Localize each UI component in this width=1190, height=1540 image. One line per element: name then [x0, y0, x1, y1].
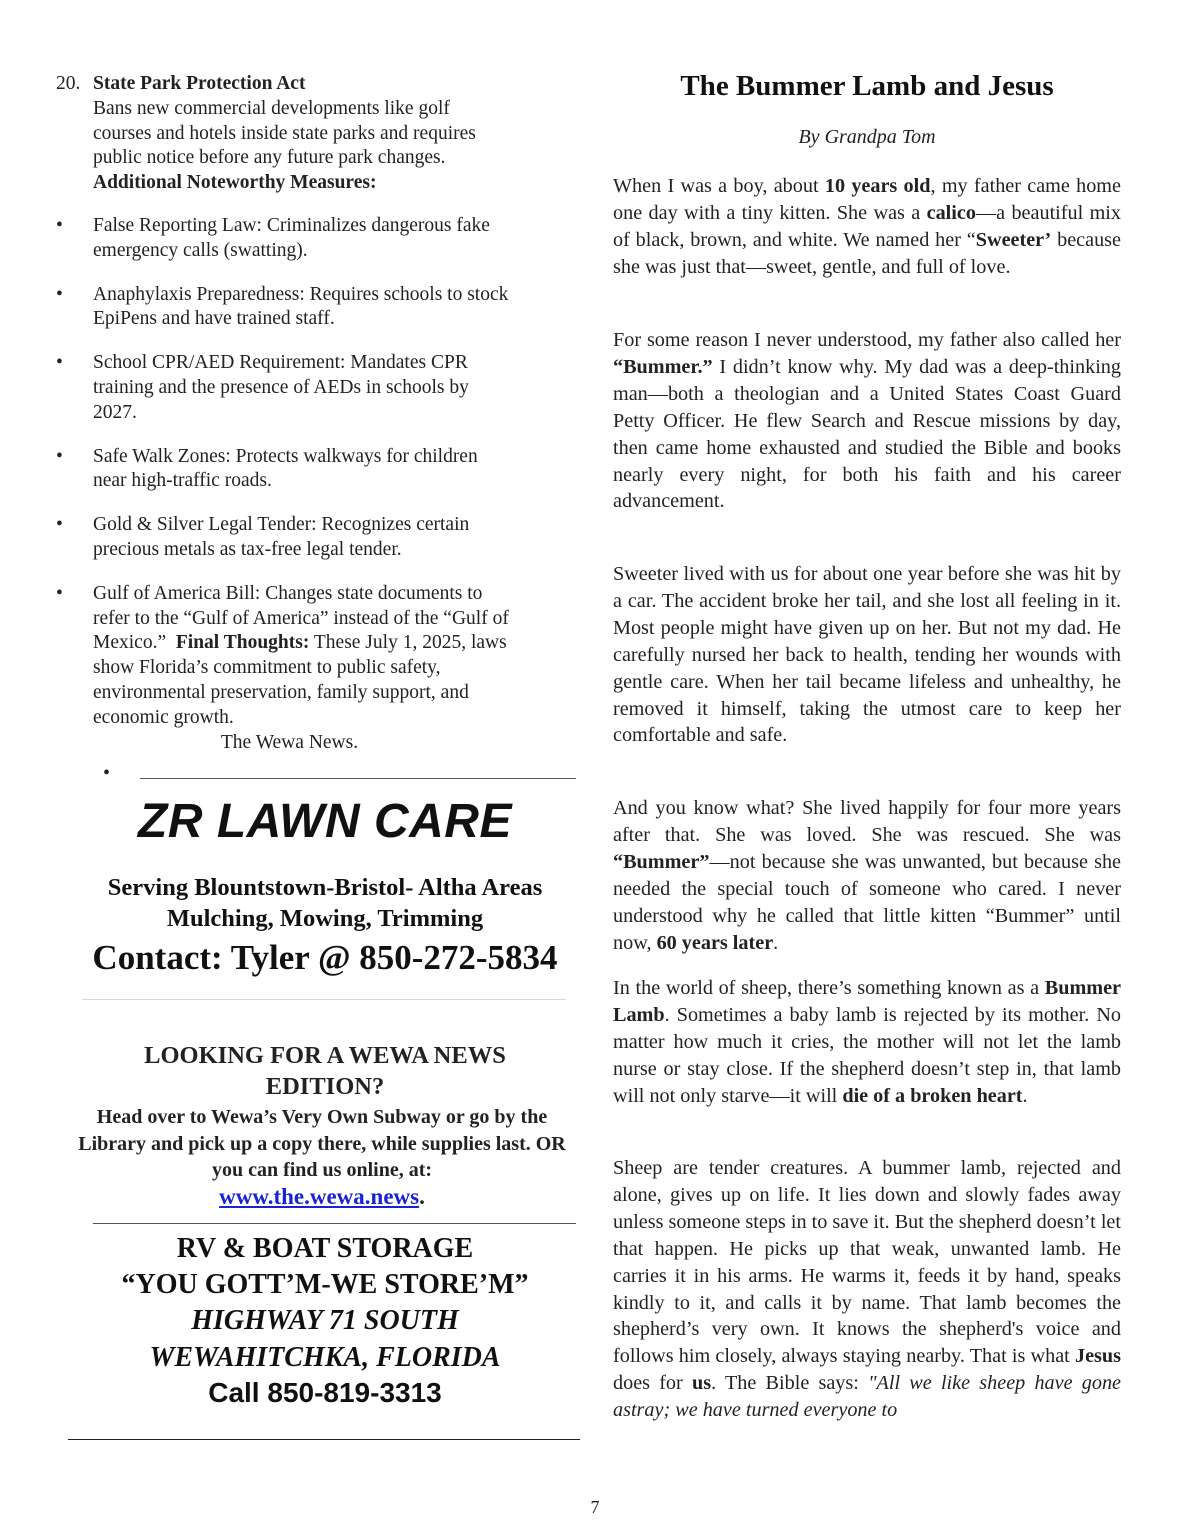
list-item-text: Anaphylaxis Preparedness: Requires schools to stock EpiPens and have trained staff.	[93, 283, 509, 330]
page-number: 7	[590, 1497, 600, 1517]
article-byline: By Grandpa Tom	[798, 126, 936, 148]
period: .	[419, 1183, 425, 1209]
edition-ad-text: Head over to Wewa’s Very Own Subway or go by the Library and pick up a copy there, while supplies last. OR you can find us online, at:	[78, 1106, 566, 1181]
list-item	[56, 351, 516, 425]
storage-ad-title: RV & BOAT STORAGE	[176, 1233, 474, 1264]
list-item-text: Gold & Silver Legal Tender: Recognizes certain precious metals as tax-free legal tender.	[93, 514, 470, 560]
list-item-text: Safe Walk Zones: Protects walkways for children near high-traffic roads.	[93, 445, 478, 492]
lawn-ad-services: Mulching, Mowing, Trimming	[166, 905, 484, 932]
lawn-ad-title: ZR LAWN CARE	[138, 795, 512, 848]
bullet-icon: •	[56, 445, 63, 467]
bullet-icon: •	[56, 215, 63, 236]
item-body: Bans new commercial developments like golf courses and hotels inside state parks and requires public notice before any future park changes.	[93, 97, 476, 169]
article-paragraph: Sheep are tender creatures. A bummer lamb, rejected and alone, gives up on life. It lies down and slowly fades away unless someone steps in to save it. But the shepherd doesn’t let that happen. He picks up that weak, unwanted lamb. He carries it in his arms. He warms it, feeds it by hand, speaks kindly to it, and calls it by name. That lamb becomes the shepherd’s very own. It knows the shepherd's voice and follows him closely, always staying nearby. That is what Jesus does for us. The Bible says: "All we like sheep have gone astray; we have turned everyone to	[613, 1157, 1122, 1422]
article-paragraph: In the world of sheep, there’s something known as a Bummer Lamb. Sometimes a baby lamb is rejected by its mother. No matter how much it cries, the mother will not let the lamb nurse or stay close. If the shepherd doesn’t step in, that lamb will not only starve—it will die of a broken heart.	[613, 977, 1121, 1107]
law-item-20	[56, 72, 506, 196]
bullet-icon: •	[103, 762, 111, 784]
item-title: State Park Protection Act	[93, 73, 306, 94]
signature: The Wewa News.	[220, 731, 359, 753]
divider	[93, 1223, 576, 1224]
list-item	[56, 214, 516, 264]
list-item	[56, 513, 516, 563]
divider	[82, 999, 566, 1000]
storage-ad-highway: HIGHWAY 71 SOUTH	[191, 1305, 459, 1336]
edition-ad-heading-line1: LOOKING FOR A WEWA NEWS	[144, 1042, 506, 1069]
article-paragraph: And you know what? She lived happily for four more years after that. She was loved. She was rescued. She was “Bummer”—not because she was unwanted, but because she needed the special touch of someone who cared. I never understood why he called that little kitten “Bummer” until now, 60 years later.	[613, 797, 1121, 954]
edition-ad-heading	[70, 1040, 580, 1102]
bullet-icon: •	[56, 283, 63, 305]
list-item	[56, 582, 516, 756]
bullet-icon: •	[56, 582, 63, 604]
article-paragraph: Sweeter lived with us for about one year before she was hit by a car. The accident broke her tail, and she lost all feeling in it. Most people might have given up on her. But not my dad. He carefully nursed her back to health, tending her wounds with gentle care. When her tail became lifeless and unhealthy, he removed it himself, taking the utmost care to keep her comfortable and safe.	[613, 563, 1121, 747]
article-paragraph: When I was a boy, about 10 years old, my father came home one day with a tiny kitten. She was a calico—a beautiful mix of black, brown, and white. We named her “Sweeter’ because she was just that—sweet, gentle, and full of love.	[613, 175, 1121, 278]
lawn-ad-contact: Contact: Tyler @ 850-272-5834	[92, 938, 558, 977]
bullet-icon: •	[56, 514, 63, 536]
list-item	[56, 445, 516, 495]
final-thoughts-text: These July 1, 2025, laws show Florida’s commitment to public safety, environmental preservation, family support, and economic growth.	[93, 632, 507, 728]
item-number: 20.	[56, 73, 81, 94]
article-title: The Bummer Lamb and Jesus	[680, 70, 1054, 102]
storage-ad-phone: Call 850-819-3313	[208, 1377, 442, 1408]
list-item-text: School CPR/AED Requirement: Mandates CPR training and the presence of AEDs in schools by 2027.	[93, 352, 469, 423]
measures-list	[56, 214, 516, 774]
article-paragraph: For some reason I never understood, my father also called her “Bummer.” I didn’t know why. My dad was a deep-thinking man—both a theologian and a United States Coast Guard Petty Officer. He flew Search and Rescue missions by day, then came home exhausted and studied the Bible and books nearly every night, for both his faith and his career advancement.	[613, 329, 1121, 513]
website-link[interactable]: www.the.wewa.news	[219, 1183, 420, 1209]
list-item	[56, 283, 516, 333]
storage-ad-city: WEWAHITCHKA, FLORIDA	[149, 1342, 501, 1373]
list-item-text: False Reporting Law: Criminalizes dangerous fake emergency calls (swatting).	[93, 215, 490, 261]
final-thoughts-label: Final Thoughts:	[175, 632, 310, 654]
divider	[68, 1439, 580, 1440]
divider	[140, 778, 576, 779]
subheading: Additional Noteworthy Measures:	[93, 172, 377, 194]
storage-ad-slogan: “YOU GOTT’M-WE STORE’M”	[121, 1269, 529, 1300]
list-item-text: Gulf of America Bill: Changes state documents to refer to the “Gulf of America” instead of the “Gulf of Mexico.”	[93, 582, 509, 654]
edition-ad-body	[66, 1104, 578, 1211]
bullet-icon: •	[56, 352, 63, 374]
edition-ad-heading-line2: EDITION?	[265, 1073, 385, 1100]
lawn-ad-area: Serving Blountstown-Bristol- Altha Areas	[107, 874, 543, 901]
